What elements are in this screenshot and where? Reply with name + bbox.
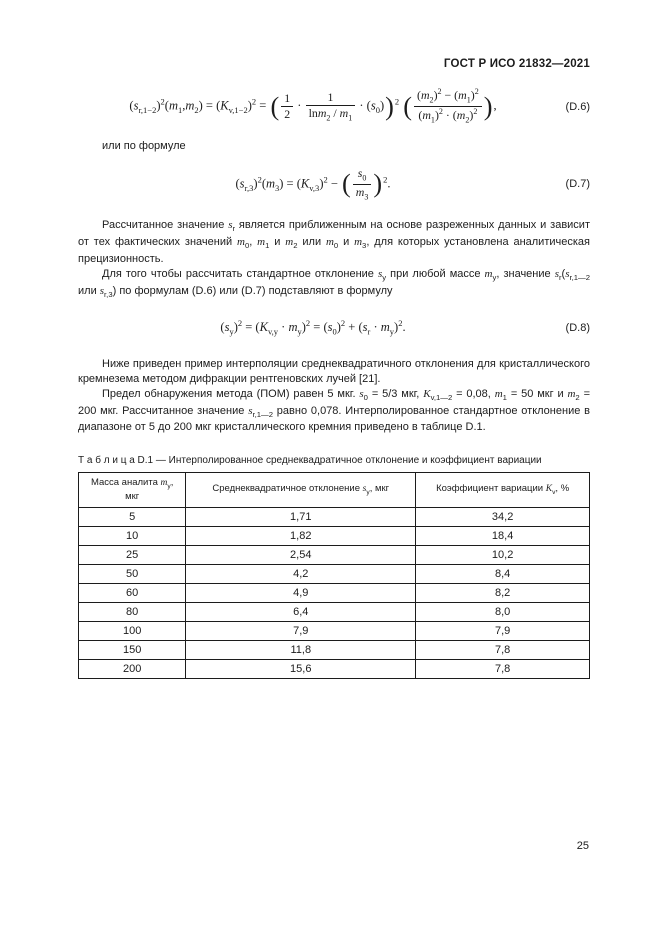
formula-d6-row	[78, 88, 590, 125]
table-cell: 10,2	[416, 545, 590, 564]
table-cell: 50	[79, 564, 186, 583]
formula-d7-number: (D.7)	[565, 178, 590, 191]
table-cell: 7,8	[416, 659, 590, 678]
table-cell: 34,2	[416, 507, 590, 526]
formula-d6-number: (D.6)	[565, 100, 590, 113]
document-code: ГОСТ Р ИСО 21832—2021	[443, 58, 590, 70]
table-cell: 1,71	[186, 507, 416, 526]
formula-d7: $(s_{r,3})^2(m_3) = (K_{v,3})^2$ − ( $\frac{s_0}{m_3}$ )$^2$.	[235, 165, 391, 202]
table-cell: 18,4	[416, 526, 590, 545]
table-cell: 6,4	[186, 602, 416, 621]
table-header-row	[79, 473, 590, 507]
formula-d8: $(s_y)^2 = (K_{v,y} \cdot m_y)^2 = (s_0)^2 + (s_r \cdot m_y)^2$.	[220, 317, 406, 337]
paragraph-sy-calc: Для того чтобы рассчитать стандартное отклонение $s_y$ при любой массе $m_y$, значение $s_r(s_{r,1—2}$ или $s_{r,3}$) по формулам (D.6) или (D.7) подставляют в формулу	[78, 267, 590, 299]
formula-d7-row	[78, 167, 590, 203]
table-cell: 4,2	[186, 564, 416, 583]
table-cell: 11,8	[186, 640, 416, 659]
table-cell: 7,9	[416, 621, 590, 640]
column-header-sd: Среднеквадратичное отклонение $s_y$, мкг	[186, 473, 416, 507]
table-cell: 2,54	[186, 545, 416, 564]
formula-d8-row	[78, 319, 590, 337]
table-row	[79, 564, 590, 583]
page-number: 25	[576, 840, 589, 852]
column-header-cv: Коэффициент вариации $K_v$, %	[416, 473, 590, 507]
table-row	[79, 621, 590, 640]
table-cell: 5	[79, 507, 186, 526]
table-cell: 7,9	[186, 621, 416, 640]
table-cell: 4,9	[186, 583, 416, 602]
table-cell: 7,8	[416, 640, 590, 659]
table-row	[79, 545, 590, 564]
page-content	[78, 58, 590, 679]
paragraph-example-intro: Ниже приведен пример интерполяции среднеквадратичного отклонения для кристаллического кремнезема методом дифракции рентгеновских лучей [21].	[78, 357, 590, 385]
table-cell: 8,4	[416, 564, 590, 583]
formula-d6: $(s_{r,1-2})^2(m_1,m_2) = (K_{v,1-2})^2$ = ( $\frac{1}{2}$ · $\frac{1}{\ln m_2 / m_1}$ · $(s_0))^2$ ( $\frac{(m_2)^2 - (m_1)^2}{(m_1)^2 \cdot (m_2)^2}$ ),	[129, 87, 497, 125]
table-cell: 1,82	[186, 526, 416, 545]
table-cell: 25	[79, 545, 186, 564]
or-formula-text: или по формуле	[102, 140, 186, 153]
table-cell: 150	[79, 640, 186, 659]
table-cell: 8,0	[416, 602, 590, 621]
table-row	[79, 602, 590, 621]
table-cell: 10	[79, 526, 186, 545]
table-row	[79, 640, 590, 659]
table-row	[79, 583, 590, 602]
table-cell: 15,6	[186, 659, 416, 678]
table-cell: 100	[79, 621, 186, 640]
table-cell: 80	[79, 602, 186, 621]
paragraph-sr-approx: Рассчитанное значение $s_r$ является приближенным на основе разреженных данных и зависит от тех фактических значений $m_0$, $m_1$ и $m_2$ или $m_0$ и $m_3$, для которых установлена аналитическая прецизионность.	[78, 219, 590, 265]
table-row	[79, 507, 590, 526]
formula-d8-number: (D.8)	[565, 321, 590, 334]
table-cell: 200	[79, 659, 186, 678]
table-cell: 60	[79, 583, 186, 602]
table-row	[79, 526, 590, 545]
paragraph-example-values: Предел обнаружения метода (ПОМ) равен 5 мкг. $s_0 = 5/3$ мкг, $K_{v,1—2} = 0,08$, $m_1 = 50$ мкг и $m_2 = 200$ мкг. Рассчитанное значение $s_{r,1—2}$ равно 0,078. Интерполированное стандартное отклонение в диапазоне от 5 до 200 мкг кристаллического кремния приведено в таблице D.1.	[78, 387, 590, 434]
table-row	[79, 659, 590, 678]
column-header-mass: Масса аналита $m_y$, мкг	[79, 473, 186, 507]
interpolation-table	[78, 472, 590, 678]
table-caption: Т а б л и ц а D.1 — Интерполированное среднеквадратичное отклонение и коэффициент вариации	[78, 454, 542, 466]
table-cell: 8,2	[416, 583, 590, 602]
